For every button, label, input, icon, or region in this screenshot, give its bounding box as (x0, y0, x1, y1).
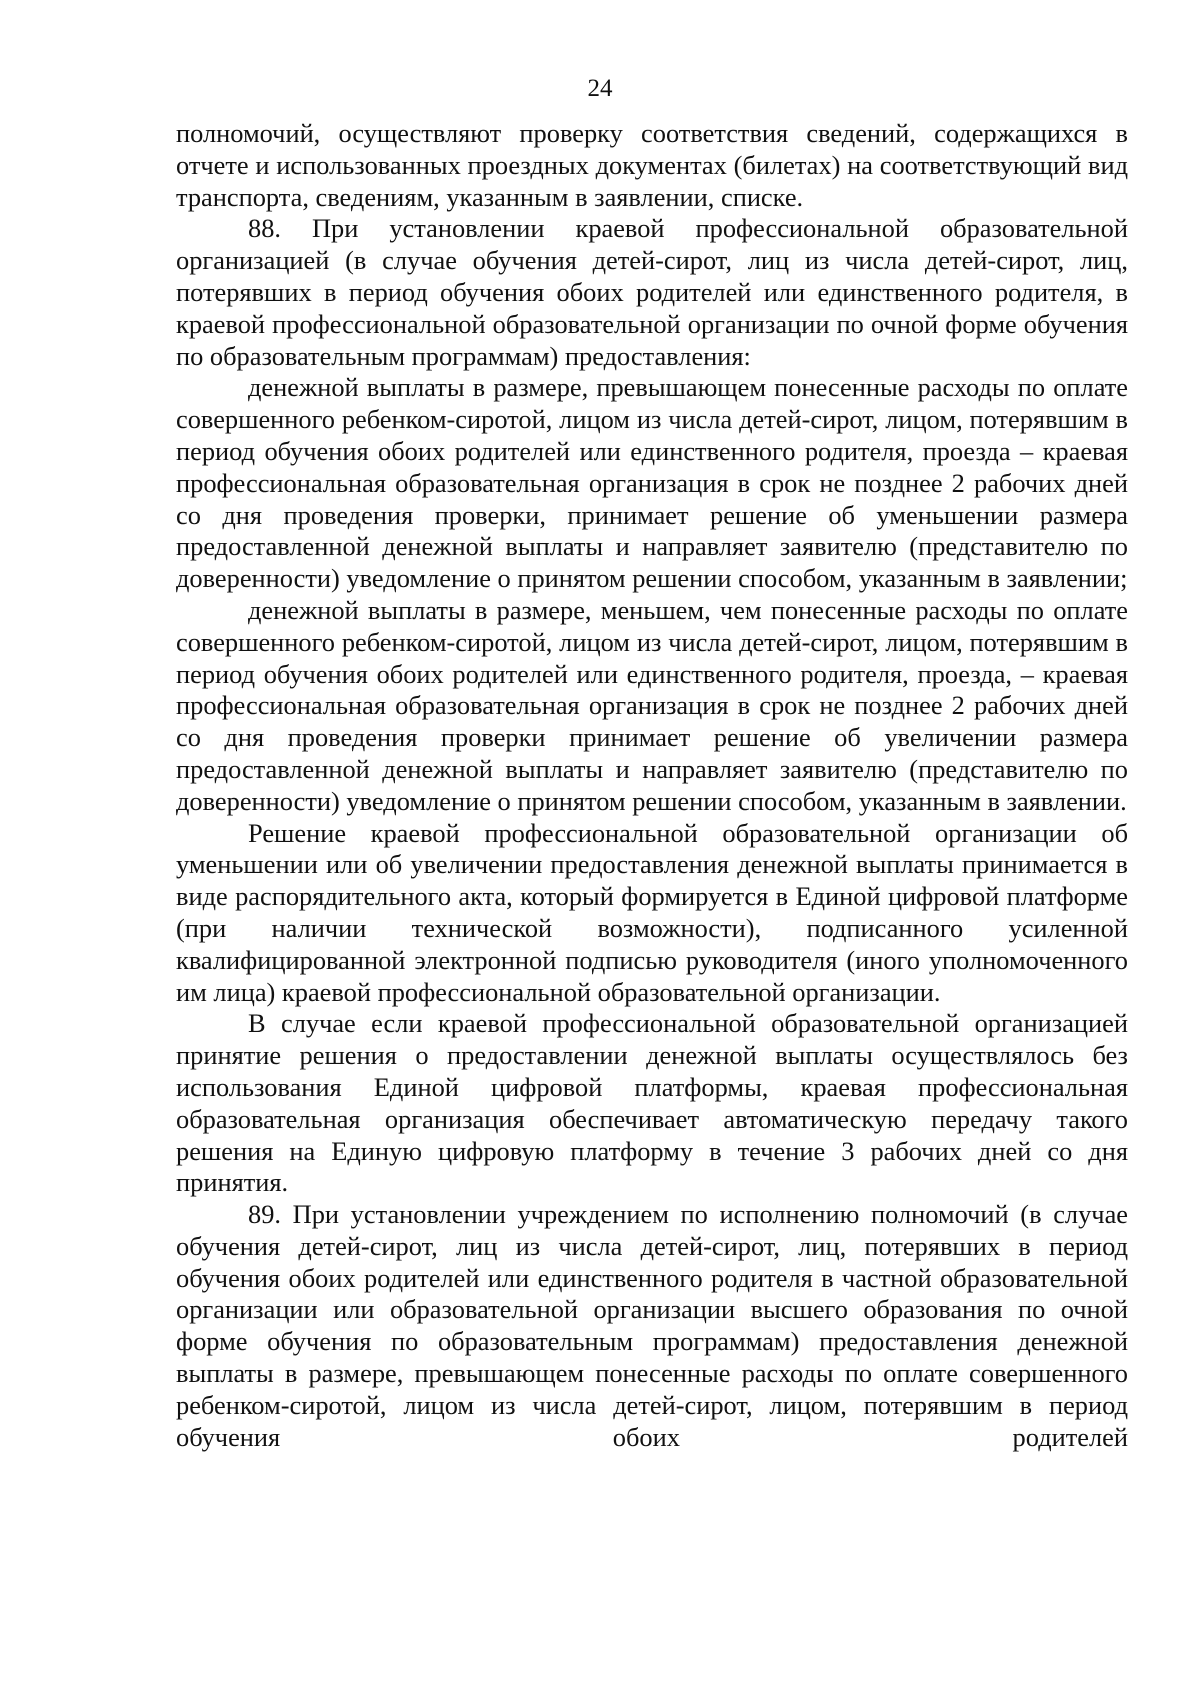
paragraph-89: 89. При установлении учреждением по исполнению полномочий (в случае обучения детей-сирот, лиц из числа детей-сирот, лиц, потерявших в период обучения обоих родителей или единственного родителя в частной образовательной организации или образовательной организации высшего образования по очной форме обучения по образовательным программам) предоставления денежной выплаты в размере, превышающем понесенные расходы по оплате совершенного ребенком-сиротой, лицом из числа детей-сирот, лицом, потерявшим в период обучения обоих родителей (176, 1199, 1128, 1452)
paragraph-auto-transfer: В случае если краевой профессиональной образовательной организацией принятие решения о предоставлении денежной выплаты осуществлялось без использования Единой цифровой платформы, краевая профессиональная образовательная организация обеспечивает автоматическую передачу такого решения на Единую цифровую платформу в течение 3 рабочих дней со дня принятия. (176, 1008, 1128, 1198)
paragraph-decision-act: Решение краевой профессиональной образовательной организации об уменьшении или об увеличении предоставления денежной выплаты принимается в виде распорядительного акта, который формируется в Единой цифровой платформе (при наличии технической возможности), подписанного усиленной квалифицированной электронной подписью руководителя (иного уполномоченного им лица) краевой профессиональной образовательной организации. (176, 817, 1128, 1007)
paragraph-88-increase: денежной выплаты в размере, меньшем, чем понесенные расходы по оплате совершенного ребенком-сиротой, лицом из числа детей-сирот, лицом, потерявшим в период обучения обоих родителей или единственного родителя, проезда, – краевая профессиональная образовательная организация в срок не позднее 2 рабочих дней со дня проведения проверки принимает решение об увеличении размера предоставленной денежной выплаты и направляет заявителю (представителю по доверенности) уведомление о принятом решении способом, указанным в заявлении. (176, 594, 1128, 816)
paragraph-88: 88. При установлении краевой профессиональной образовательной организацией (в случае обучения детей-сирот, лиц из числа детей-сирот, лиц, потерявших в период обучения обоих родителей или единственного родителя, в краевой профессиональной образовательной организации по очной форме обучения по образовательным программам) предоставления: (176, 213, 1128, 371)
page-number: 24 (587, 75, 613, 102)
paragraph-88-decrease: денежной выплаты в размере, превышающем понесенные расходы по оплате совершенного ребенком-сиротой, лицом из числа детей-сирот, лицом, потерявшим в период обучения обоих родителей или единственного родителя, проезда – краевая профессиональная образовательная организация в срок не позднее 2 рабочих дней со дня проведения проверки, принимает решение об уменьшении размера предоставленной денежной выплаты и направляет заявителю (представителю по доверенности) уведомление о принятом решении способом, указанным в заявлении; (176, 372, 1128, 594)
document-body (176, 118, 1128, 1453)
paragraph-continuation: полномочий, осуществляют проверку соответствия сведений, содержащихся в отчете и использованных проездных документах (билетах) на соответствующий вид транспорта, сведениям, указанным в заявлении, списке. (176, 118, 1128, 212)
